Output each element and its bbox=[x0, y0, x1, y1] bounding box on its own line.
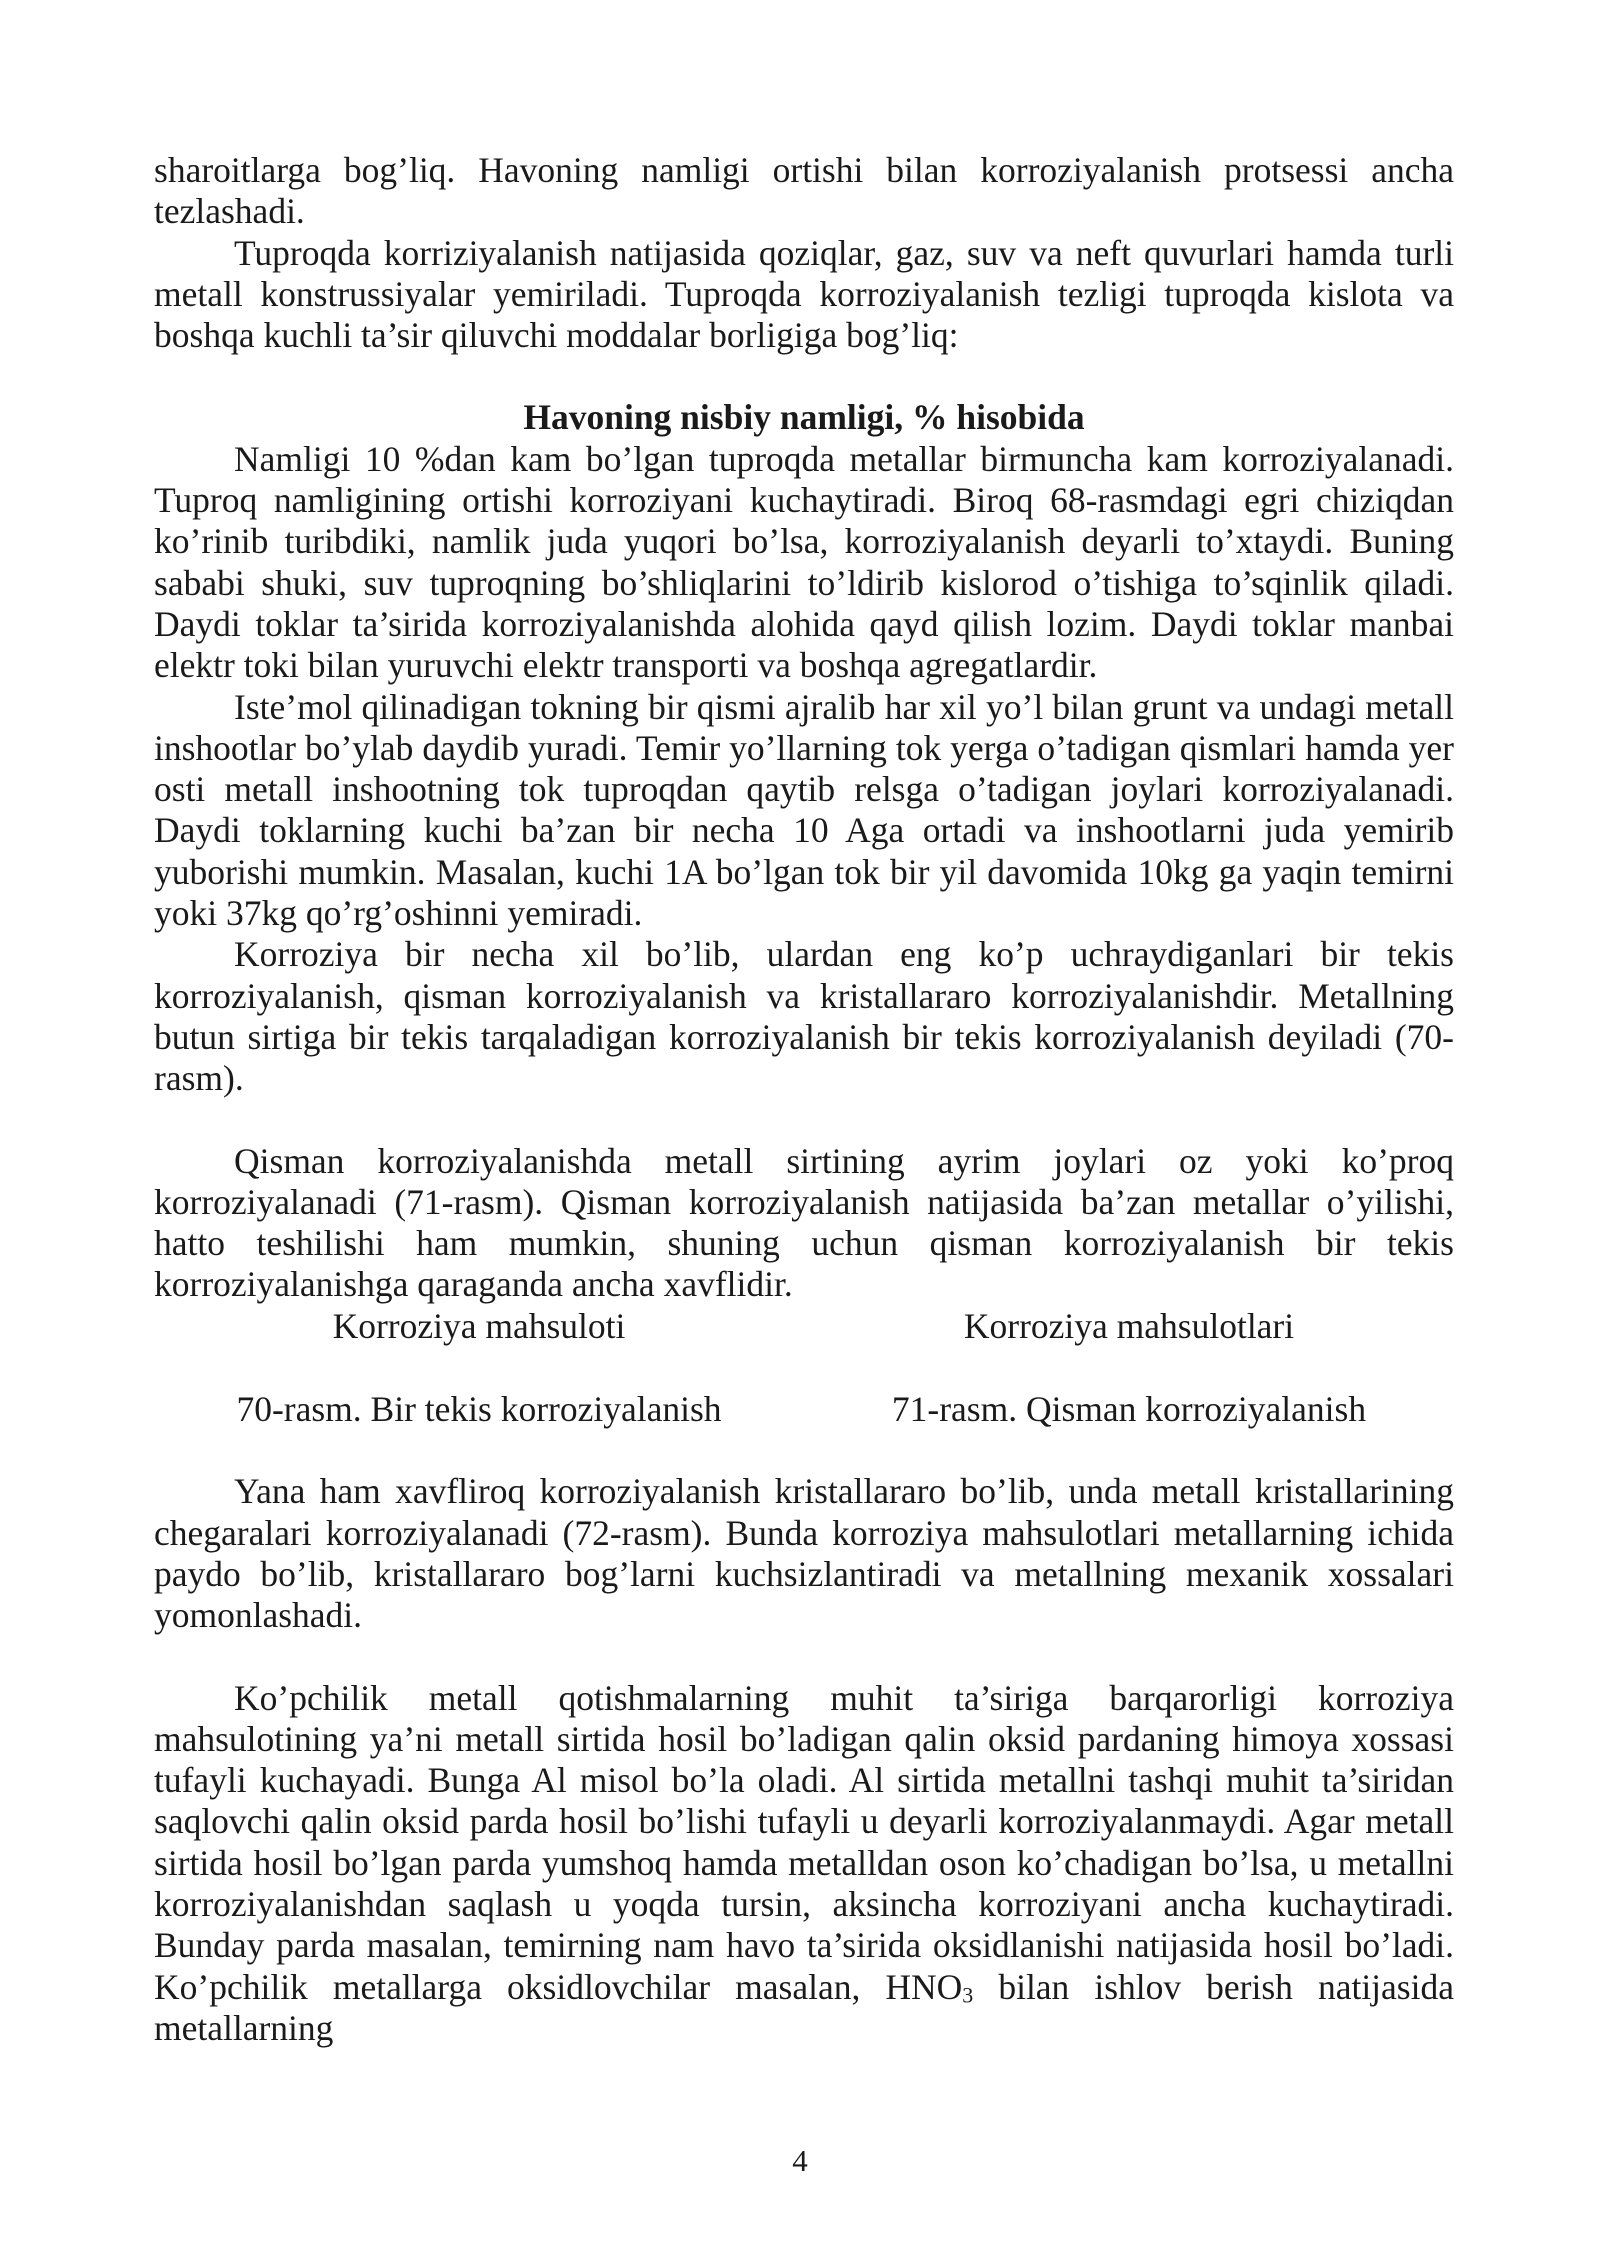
paragraph-1: sharoitlarga bog’liq. Havoning namligi ortishi bilan korroziyalanish protsessi ancha tezlashadi. bbox=[154, 150, 1454, 232]
paragraph-2: Tuproqda korriziyalanish natijasida qoziqlar, gaz, suv va neft quvurlari hamda turli metall konstrussiyalar yemiriladi. Tuproqda korroziyalanish tezligi tuproqda kislota va boshqa kuchli ta’sir qiluvchi moddalar borligiga bog’liq: bbox=[154, 232, 1454, 356]
figure-70-caption: 70-rasm. Bir tekis korroziyalanish bbox=[236, 1389, 722, 1430]
nitric-acid-formula bbox=[885, 1967, 973, 2007]
figure-71-label: Korroziya mahsulotlari bbox=[963, 1305, 1295, 1346]
figure-70-label: Korroziya mahsuloti bbox=[332, 1305, 626, 1346]
page-number: 4 bbox=[792, 2143, 808, 2178]
paragraph-8-text: Ko’pchilik metall qotishmalarning muhit ta’siriga barqarorligi korroziya mahsulotining ya’ni metall sirtida hosil bo’ladigan qalin oksid pardaning himoya xossasi tufayli kuchayadi. Bunga Al misol bo’la oladi. Al sirtida metallni tashqi muhit ta’siridan saqlovchi qalin oksid parda hosil bo’lishi tufayli u deyarli korroziyalanmaydi. Agar metall sirtida hosil bo’lgan parda yumshoq hamda metalldan oson ko’chadigan bo’lsa, u metallni korroziyalanishdan saqlash u yoqda tursin, aksincha korroziyani ancha kuchaytiradi. Bunday parda masalan, temirning nam havo ta’sirida oksidlanishi natijasida hosil bo’ladi. Ko’pchilik metallarga oksidlovchilar masalan, bbox=[154, 1677, 1454, 2007]
paragraph-6: Qisman korroziyalanishda metall sirtining ayrim joylari oz yoki ko’proq korroziyalanadi (71-rasm). Qisman korroziyalanish natijasida ba’zan metallar o’yilishi, hatto teshilishi ham mumkin, shuning uchun qisman korroziyalanish bir tekis korroziyalanishga qaraganda ancha xavflidir. bbox=[154, 1140, 1454, 1305]
paragraph-8 bbox=[154, 1678, 1454, 2050]
paragraph-5: Korroziya bir necha xil bo’lib, ulardan eng ko’p uchraydiganlari bir tekis korroziyalanish, qisman korroziyalanish va kristallararo korroziyalanishdir. Metallning butun sirtiga bir tekis tarqaladigan korroziyalanish bir tekis korroziyalanish deyiladi (70-rasm). bbox=[154, 934, 1454, 1099]
paragraph-8-tail: bilan ishlov berish natijasida metallarning bbox=[154, 1966, 1454, 2048]
figure-captions bbox=[154, 1389, 1454, 1430]
formula-base: HNO bbox=[885, 1966, 963, 2007]
paragraph-7: Yana ham xavfliroq korroziyalanish kristallararo bo’lib, unda metall kristallarining chegaralari korroziyalanadi (72-rasm). Bunda korroziya mahsulotlari metallarning ichida paydo bo’lib, kristallararo bog’larni kuchsizlantiradi va metallning mexanik xossalari yomonlashadi. bbox=[154, 1471, 1454, 1636]
section-heading: Havoning nisbiy namligi, % hisobida bbox=[523, 397, 1085, 438]
page-body bbox=[154, 150, 1454, 2049]
paragraph-3: Namligi 10 %dan kam bo’lgan tuproqda metallar birmuncha kam korroziyalanadi. Tuproq namligining ortishi korroziyani kuchaytiradi. Biroq 68-rasmdagi egri chiziqdan ko’rinib turibdiki, namlik juda yuqori bo’lsa, korroziyalanish deyarli to’xtaydi. Buning sababi shuki, suv tuproqning bo’shliqlarini to’ldirib kislorod o’tishiga to’sqinlik qiladi. Daydi toklar ta’sirida korroziyalanishda alohida qayd qilish lozim. Daydi toklar manbai elektr toki bilan yuruvchi elektr transporti va boshqa agregatlardir. bbox=[154, 438, 1454, 686]
paragraph-4: Iste’mol qilinadigan tokning bir qismi ajralib har xil yo’l bilan grunt va undagi metall inshootlar bo’ylab daydib yuradi. Temir yo’llarning tok yerga o’tadigan qismlari hamda yer osti metall inshootning tok tuproqdan qaytib relsga o’tadigan joylari korroziyalanadi. Daydi toklarning kuchi ba’zan bir necha 10 Aga ortadi va inshootlarni juda yemirib yuborishi mumkin. Masalan, kuchi 1A bo’lgan tok bir yil davomida 10kg ga yaqin temirni yoki 37kg qo’rg’oshinni yemiradi. bbox=[154, 686, 1454, 934]
figure-71-caption: 71-rasm. Qisman korroziyalanish bbox=[891, 1389, 1367, 1430]
figure-labels bbox=[154, 1306, 1454, 1347]
formula-subscript: 3 bbox=[962, 1981, 974, 2007]
